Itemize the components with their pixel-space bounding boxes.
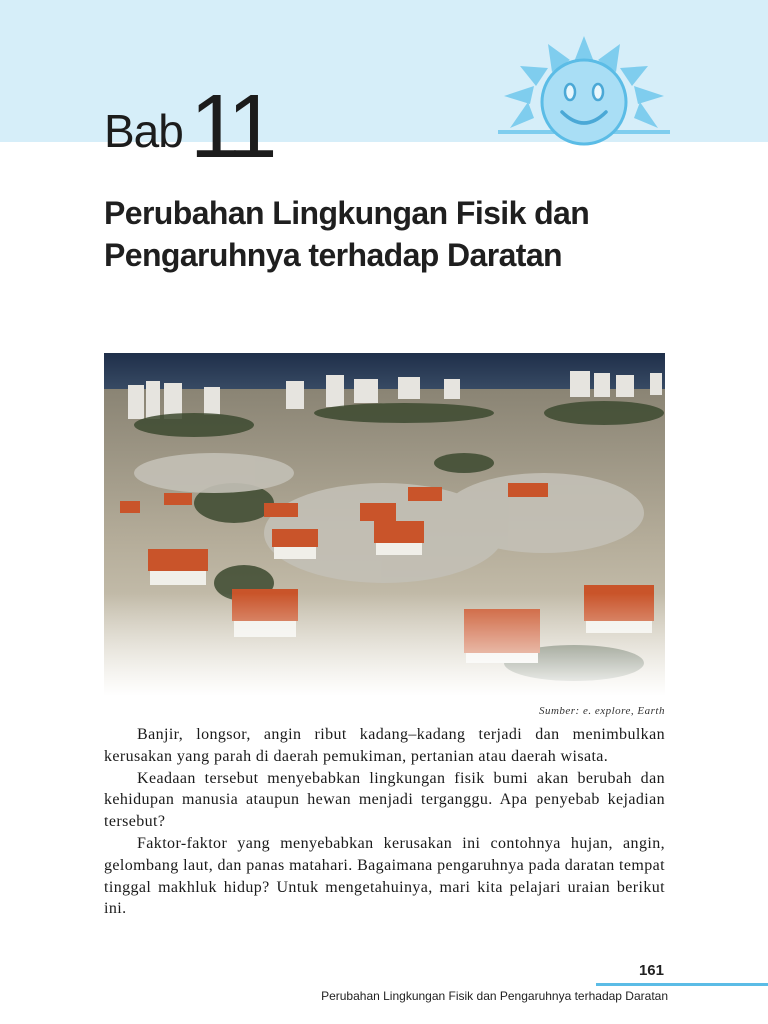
chapter-label: Bab xyxy=(104,105,183,157)
smiling-sun-icon xyxy=(498,34,670,152)
footer-rule xyxy=(596,983,768,986)
running-title: Perubahan Lingkungan Fisik dan Pengaruhnya terhadap Daratan xyxy=(321,989,668,1003)
figure-caption: Sumber: e. explore, Earth xyxy=(538,705,665,717)
page-number: 161 xyxy=(638,962,664,979)
chapter-title-line-2: Pengaruhnya terhadap Daratan xyxy=(104,237,562,273)
chapter-title xyxy=(104,192,704,276)
chapter-number: 11 xyxy=(190,77,272,177)
paragraph: Keadaan tersebut menyebabkan lingkungan fisik bumi akan berubah dan kehidupan manusia ataupun hewan menjadi terganggu. Apa penyebab kejadian tersebut? xyxy=(104,769,665,831)
body-text xyxy=(104,724,665,920)
paragraph: Faktor-faktor yang menyebabkan kerusakan ini contohnya hujan, angin, gelombang laut, dan panas matahari. Bagaimana pengaruhnya pada daratan tempat tinggal makhluk hidup? Untuk mengetahuinya, mari kita pelajari uraian berikut ini. xyxy=(104,834,665,918)
paragraph: Banjir, longsor, angin ribut kadang–kadang terjadi dan menimbulkan kerusakan yang parah di daerah pemukiman, pertanian atau daerah wisata. xyxy=(104,726,665,765)
landslide-photo xyxy=(104,353,665,696)
chapter-title-line-1: Perubahan Lingkungan Fisik dan xyxy=(104,195,590,231)
